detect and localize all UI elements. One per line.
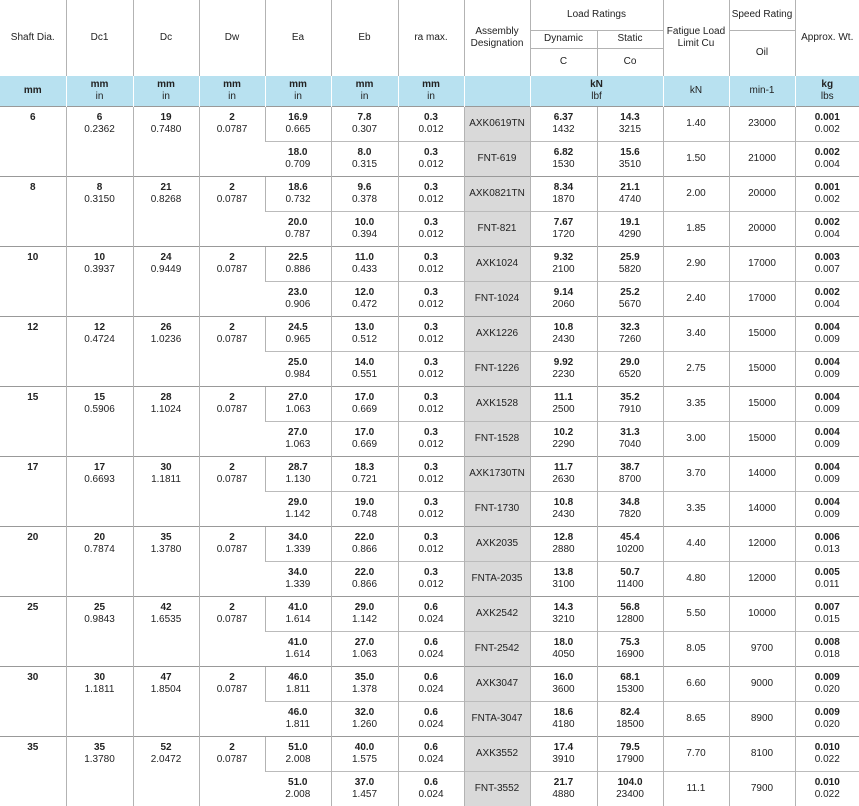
cell-ea: 20.0 0.787 (265, 212, 331, 247)
header-oil: Oil (729, 30, 795, 76)
cell-ra: 0.6 0.024 (398, 772, 464, 806)
cell-dw: 2 0.0787 (199, 597, 265, 667)
cell-fatigue: 8.05 (663, 632, 729, 667)
cell-dc1: 17 0.6693 (66, 457, 133, 527)
cell-ea: 22.5 0.886 (265, 247, 331, 282)
unit-speed: min-1 (729, 76, 795, 107)
header-shaft: Shaft Dia. (0, 0, 66, 76)
cell-speed-oil: 17000 (729, 247, 795, 282)
cell-fatigue: 1.85 (663, 212, 729, 247)
cell-ea: 46.0 1.811 (265, 702, 331, 737)
cell-dynamic-c: 21.7 4880 (530, 772, 597, 806)
cell-dc1: 25 0.9843 (66, 597, 133, 667)
cell-speed-oil: 9000 (729, 667, 795, 702)
cell-fatigue: 2.90 (663, 247, 729, 282)
cell-speed-oil: 9700 (729, 632, 795, 667)
cell-static-co: 45.4 10200 (597, 527, 663, 562)
cell-ra: 0.3 0.012 (398, 317, 464, 352)
cell-dc1: 30 1.1811 (66, 667, 133, 737)
header-static: Static (597, 30, 663, 48)
header-ea: Ea (265, 0, 331, 76)
header-dc1: Dc1 (66, 0, 133, 76)
cell-ea: 41.0 1.614 (265, 632, 331, 667)
cell-weight: 0.009 0.020 (795, 702, 859, 737)
cell-speed-oil: 23000 (729, 107, 795, 142)
cell-designation: FNTA-2035 (464, 562, 530, 597)
cell-shaft: 8 (0, 177, 66, 247)
unit-ra: mm in (398, 76, 464, 107)
header-stat-symbol: Co (597, 48, 663, 76)
cell-static-co: 75.3 16900 (597, 632, 663, 667)
cell-static-co: 38.7 8700 (597, 457, 663, 492)
cell-ea: 27.0 1.063 (265, 387, 331, 422)
header-dw: Dw (199, 0, 265, 76)
cell-weight: 0.003 0.007 (795, 247, 859, 282)
cell-weight: 0.005 0.011 (795, 562, 859, 597)
cell-designation: AXK1024 (464, 247, 530, 282)
cell-eb: 14.0 0.551 (331, 352, 398, 387)
cell-shaft: 20 (0, 527, 66, 597)
cell-fatigue: 3.00 (663, 422, 729, 457)
cell-static-co: 34.8 7820 (597, 492, 663, 527)
cell-dynamic-c: 17.4 3910 (530, 737, 597, 772)
unit-load: kN lbf (530, 76, 663, 107)
cell-speed-oil: 15000 (729, 352, 795, 387)
unit-dc: mm in (133, 76, 199, 107)
cell-fatigue: 7.70 (663, 737, 729, 772)
cell-ea: 16.9 0.665 (265, 107, 331, 142)
cell-eb: 27.0 1.063 (331, 632, 398, 667)
cell-speed-oil: 20000 (729, 177, 795, 212)
cell-dynamic-c: 16.0 3600 (530, 667, 597, 702)
header-eb: Eb (331, 0, 398, 76)
cell-dw: 2 0.0787 (199, 317, 265, 387)
cell-shaft: 30 (0, 667, 66, 737)
cell-designation: AXK1730TN (464, 457, 530, 492)
cell-designation: AXK3552 (464, 737, 530, 772)
cell-eb: 11.0 0.433 (331, 247, 398, 282)
cell-dc1: 15 0.5906 (66, 387, 133, 457)
cell-speed-oil: 12000 (729, 562, 795, 597)
cell-dynamic-c: 10.8 2430 (530, 492, 597, 527)
cell-speed-oil: 15000 (729, 422, 795, 457)
cell-designation: FNT-1528 (464, 422, 530, 457)
cell-ra: 0.3 0.012 (398, 212, 464, 247)
cell-ra: 0.3 0.012 (398, 492, 464, 527)
cell-dynamic-c: 9.14 2060 (530, 282, 597, 317)
cell-fatigue: 5.50 (663, 597, 729, 632)
cell-eb: 22.0 0.866 (331, 562, 398, 597)
table-row (0, 597, 859, 632)
cell-speed-oil: 14000 (729, 457, 795, 492)
cell-weight: 0.010 0.022 (795, 737, 859, 772)
cell-eb: 32.0 1.260 (331, 702, 398, 737)
table-header (0, 0, 859, 76)
cell-weight: 0.004 0.009 (795, 317, 859, 352)
cell-eb: 9.6 0.378 (331, 177, 398, 212)
cell-dc: 35 1.3780 (133, 527, 199, 597)
cell-designation: FNT-2542 (464, 632, 530, 667)
cell-dynamic-c: 18.0 4050 (530, 632, 597, 667)
cell-static-co: 14.3 3215 (597, 107, 663, 142)
cell-static-co: 104.0 23400 (597, 772, 663, 806)
cell-eb: 17.0 0.669 (331, 387, 398, 422)
cell-ea: 25.0 0.984 (265, 352, 331, 387)
cell-ra: 0.3 0.012 (398, 352, 464, 387)
cell-weight: 0.010 0.022 (795, 772, 859, 806)
cell-fatigue: 3.70 (663, 457, 729, 492)
cell-dynamic-c: 13.8 3100 (530, 562, 597, 597)
cell-fatigue: 3.35 (663, 492, 729, 527)
table-row (0, 107, 859, 142)
cell-eb: 8.0 0.315 (331, 142, 398, 177)
cell-ra: 0.6 0.024 (398, 597, 464, 632)
table-body (0, 76, 859, 806)
cell-dw: 2 0.0787 (199, 387, 265, 457)
cell-dynamic-c: 14.3 3210 (530, 597, 597, 632)
cell-eb: 29.0 1.142 (331, 597, 398, 632)
table-row (0, 317, 859, 352)
cell-speed-oil: 10000 (729, 597, 795, 632)
cell-dynamic-c: 12.8 2880 (530, 527, 597, 562)
cell-weight: 0.009 0.020 (795, 667, 859, 702)
cell-designation: FNTA-3047 (464, 702, 530, 737)
cell-dw: 2 0.0787 (199, 107, 265, 177)
cell-shaft: 17 (0, 457, 66, 527)
cell-shaft: 15 (0, 387, 66, 457)
cell-weight: 0.004 0.009 (795, 492, 859, 527)
cell-speed-oil: 20000 (729, 212, 795, 247)
cell-designation: AXK2035 (464, 527, 530, 562)
cell-dc: 52 2.0472 (133, 737, 199, 806)
cell-designation: AXK1528 (464, 387, 530, 422)
cell-fatigue: 6.60 (663, 667, 729, 702)
cell-eb: 18.3 0.721 (331, 457, 398, 492)
cell-fatigue: 4.40 (663, 527, 729, 562)
cell-static-co: 15.6 3510 (597, 142, 663, 177)
cell-dc: 28 1.1024 (133, 387, 199, 457)
cell-ea: 34.0 1.339 (265, 562, 331, 597)
unit-assembly (464, 76, 530, 107)
cell-weight: 0.004 0.009 (795, 387, 859, 422)
cell-static-co: 35.2 7910 (597, 387, 663, 422)
cell-ea: 29.0 1.142 (265, 492, 331, 527)
cell-designation: FNT-1024 (464, 282, 530, 317)
cell-dw: 2 0.0787 (199, 247, 265, 317)
cell-ra: 0.3 0.012 (398, 142, 464, 177)
cell-designation: FNT-1226 (464, 352, 530, 387)
cell-dynamic-c: 11.1 2500 (530, 387, 597, 422)
header-assembly: Assembly Designation (464, 0, 530, 76)
cell-ea: 18.0 0.709 (265, 142, 331, 177)
cell-ra: 0.3 0.012 (398, 107, 464, 142)
cell-ra: 0.3 0.012 (398, 177, 464, 212)
cell-dynamic-c: 18.6 4180 (530, 702, 597, 737)
cell-speed-oil: 8900 (729, 702, 795, 737)
cell-designation: AXK0619TN (464, 107, 530, 142)
cell-dc1: 20 0.7874 (66, 527, 133, 597)
cell-eb: 17.0 0.669 (331, 422, 398, 457)
cell-ra: 0.3 0.012 (398, 457, 464, 492)
cell-dw: 2 0.0787 (199, 737, 265, 806)
cell-dynamic-c: 6.82 1530 (530, 142, 597, 177)
unit-shaft: mm (0, 76, 66, 107)
cell-weight: 0.002 0.004 (795, 212, 859, 247)
cell-eb: 13.0 0.512 (331, 317, 398, 352)
header-dyn-symbol: C (530, 48, 597, 76)
cell-dw: 2 0.0787 (199, 177, 265, 247)
cell-eb: 12.0 0.472 (331, 282, 398, 317)
cell-dc1: 12 0.4724 (66, 317, 133, 387)
cell-eb: 40.0 1.575 (331, 737, 398, 772)
cell-dc: 47 1.8504 (133, 667, 199, 737)
unit-fatigue: kN (663, 76, 729, 107)
cell-ra: 0.6 0.024 (398, 702, 464, 737)
cell-weight: 0.007 0.015 (795, 597, 859, 632)
cell-speed-oil: 7900 (729, 772, 795, 806)
cell-ra: 0.3 0.012 (398, 422, 464, 457)
cell-static-co: 25.2 5670 (597, 282, 663, 317)
cell-ea: 51.0 2.008 (265, 737, 331, 772)
cell-ea: 46.0 1.811 (265, 667, 331, 702)
cell-dynamic-c: 9.92 2230 (530, 352, 597, 387)
cell-fatigue: 11.1 (663, 772, 729, 806)
cell-shaft: 10 (0, 247, 66, 317)
unit-ea: mm in (265, 76, 331, 107)
cell-dc: 24 0.9449 (133, 247, 199, 317)
cell-eb: 22.0 0.866 (331, 527, 398, 562)
cell-dynamic-c: 10.2 2290 (530, 422, 597, 457)
cell-ea: 27.0 1.063 (265, 422, 331, 457)
cell-speed-oil: 17000 (729, 282, 795, 317)
cell-static-co: 29.0 6520 (597, 352, 663, 387)
unit-dc1: mm in (66, 76, 133, 107)
cell-weight: 0.006 0.013 (795, 527, 859, 562)
cell-static-co: 31.3 7040 (597, 422, 663, 457)
cell-designation: FNT-821 (464, 212, 530, 247)
cell-fatigue: 8.65 (663, 702, 729, 737)
cell-fatigue: 3.40 (663, 317, 729, 352)
table-row (0, 387, 859, 422)
cell-shaft: 6 (0, 107, 66, 177)
cell-static-co: 21.1 4740 (597, 177, 663, 212)
cell-dc: 26 1.0236 (133, 317, 199, 387)
cell-ea: 28.7 1.130 (265, 457, 331, 492)
cell-ra: 0.3 0.012 (398, 282, 464, 317)
cell-designation: AXK2542 (464, 597, 530, 632)
cell-ra: 0.3 0.012 (398, 562, 464, 597)
cell-fatigue: 1.50 (663, 142, 729, 177)
cell-eb: 19.0 0.748 (331, 492, 398, 527)
table-row (0, 737, 859, 772)
cell-dc: 42 1.6535 (133, 597, 199, 667)
table-row (0, 457, 859, 492)
cell-dynamic-c: 6.37 1432 (530, 107, 597, 142)
cell-ea: 34.0 1.339 (265, 527, 331, 562)
header-fatigue: Fatigue Load Limit Cu (663, 0, 729, 76)
cell-weight: 0.001 0.002 (795, 177, 859, 212)
cell-designation: FNT-1730 (464, 492, 530, 527)
cell-eb: 37.0 1.457 (331, 772, 398, 806)
cell-dc1: 6 0.2362 (66, 107, 133, 177)
cell-eb: 7.8 0.307 (331, 107, 398, 142)
unit-weight: kg lbs (795, 76, 859, 107)
cell-static-co: 68.1 15300 (597, 667, 663, 702)
cell-shaft: 12 (0, 317, 66, 387)
cell-dynamic-c: 10.8 2430 (530, 317, 597, 352)
cell-dc1: 35 1.3780 (66, 737, 133, 806)
cell-ra: 0.3 0.012 (398, 527, 464, 562)
cell-dw: 2 0.0787 (199, 667, 265, 737)
table-row (0, 247, 859, 282)
cell-weight: 0.002 0.004 (795, 282, 859, 317)
cell-dc: 30 1.1811 (133, 457, 199, 527)
cell-fatigue: 3.35 (663, 387, 729, 422)
header-load-ratings: Load Ratings (530, 0, 663, 30)
cell-dw: 2 0.0787 (199, 457, 265, 527)
cell-fatigue: 2.40 (663, 282, 729, 317)
cell-designation: AXK3047 (464, 667, 530, 702)
table-row (0, 667, 859, 702)
header-dc: Dc (133, 0, 199, 76)
cell-eb: 35.0 1.378 (331, 667, 398, 702)
cell-speed-oil: 15000 (729, 387, 795, 422)
cell-weight: 0.001 0.002 (795, 107, 859, 142)
cell-static-co: 82.4 18500 (597, 702, 663, 737)
cell-dc1: 8 0.3150 (66, 177, 133, 247)
cell-shaft: 35 (0, 737, 66, 806)
cell-designation: FNT-3552 (464, 772, 530, 806)
cell-ra: 0.6 0.024 (398, 667, 464, 702)
cell-ra: 0.3 0.012 (398, 247, 464, 282)
cell-speed-oil: 15000 (729, 317, 795, 352)
cell-dynamic-c: 11.7 2630 (530, 457, 597, 492)
cell-ea: 18.6 0.732 (265, 177, 331, 212)
header-weight: Approx. Wt. (795, 0, 859, 76)
cell-fatigue: 2.00 (663, 177, 729, 212)
cell-dc: 21 0.8268 (133, 177, 199, 247)
cell-dynamic-c: 7.67 1720 (530, 212, 597, 247)
cell-ea: 51.0 2.008 (265, 772, 331, 806)
cell-dw: 2 0.0787 (199, 527, 265, 597)
cell-ra: 0.3 0.012 (398, 387, 464, 422)
cell-speed-oil: 8100 (729, 737, 795, 772)
cell-static-co: 50.7 11400 (597, 562, 663, 597)
header-dynamic: Dynamic (530, 30, 597, 48)
cell-designation: FNT-619 (464, 142, 530, 177)
cell-ea: 23.0 0.906 (265, 282, 331, 317)
cell-dynamic-c: 8.34 1870 (530, 177, 597, 212)
table-row (0, 527, 859, 562)
cell-static-co: 56.8 12800 (597, 597, 663, 632)
cell-ea: 41.0 1.614 (265, 597, 331, 632)
cell-static-co: 32.3 7260 (597, 317, 663, 352)
unit-dw: mm in (199, 76, 265, 107)
cell-ea: 24.5 0.965 (265, 317, 331, 352)
units-row (0, 76, 859, 107)
cell-weight: 0.004 0.009 (795, 457, 859, 492)
cell-eb: 10.0 0.394 (331, 212, 398, 247)
cell-fatigue: 2.75 (663, 352, 729, 387)
cell-weight: 0.008 0.018 (795, 632, 859, 667)
cell-designation: AXK0821TN (464, 177, 530, 212)
cell-shaft: 25 (0, 597, 66, 667)
cell-weight: 0.002 0.004 (795, 142, 859, 177)
cell-fatigue: 4.80 (663, 562, 729, 597)
cell-static-co: 79.5 17900 (597, 737, 663, 772)
cell-static-co: 25.9 5820 (597, 247, 663, 282)
unit-eb: mm in (331, 76, 398, 107)
cell-speed-oil: 12000 (729, 527, 795, 562)
cell-ra: 0.6 0.024 (398, 737, 464, 772)
cell-speed-oil: 21000 (729, 142, 795, 177)
cell-designation: AXK1226 (464, 317, 530, 352)
cell-dynamic-c: 9.32 2100 (530, 247, 597, 282)
cell-speed-oil: 14000 (729, 492, 795, 527)
cell-dc: 19 0.7480 (133, 107, 199, 177)
cell-ra: 0.6 0.024 (398, 632, 464, 667)
cell-fatigue: 1.40 (663, 107, 729, 142)
cell-weight: 0.004 0.009 (795, 422, 859, 457)
table-row (0, 177, 859, 212)
header-speed: Speed Rating (729, 0, 795, 30)
cell-dc1: 10 0.3937 (66, 247, 133, 317)
header-ra: ra max. (398, 0, 464, 76)
cell-static-co: 19.1 4290 (597, 212, 663, 247)
cell-weight: 0.004 0.009 (795, 352, 859, 387)
